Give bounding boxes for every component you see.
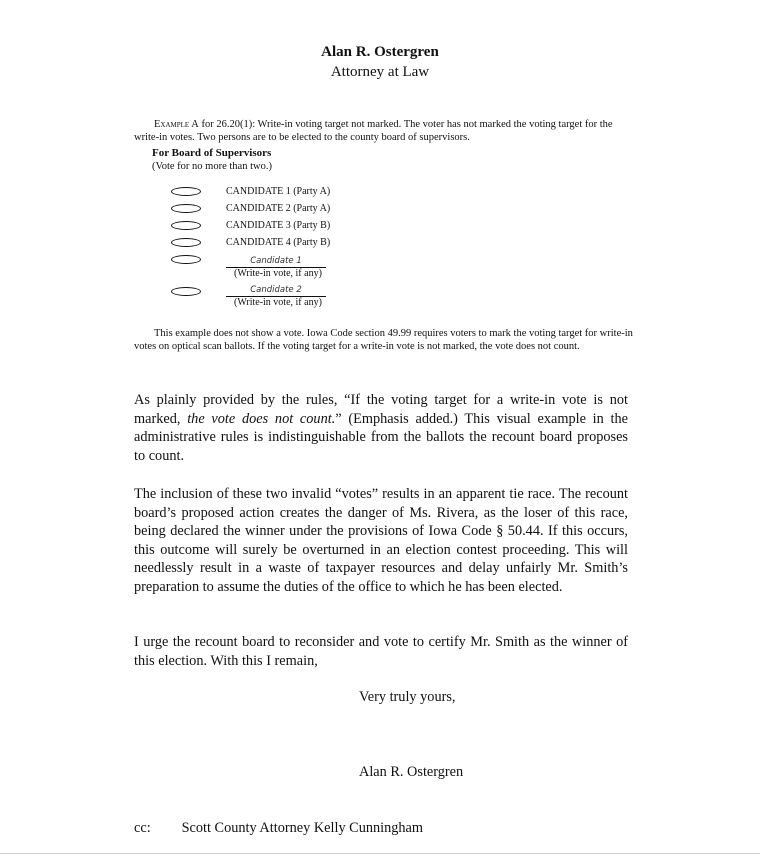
signature-name: Alan R. Ostergren [359, 764, 464, 780]
write-in-entry [226, 255, 336, 280]
paragraph-urge: I urge the recount board to reconsider and vote to certify Mr. Smith as the winner of this election. With this I remain, [134, 634, 628, 669]
closing: Very truly yours, [359, 689, 456, 705]
candidate-label: CANDIDATE 2 (Party A) [226, 203, 331, 214]
voting-target-oval [171, 221, 201, 230]
paragraph-text: ” (Emphasis added.) This visual example in the administrative rules is indistinguishable from the ballots the recount board proposes to count. [134, 410, 628, 464]
page-bottom-divider [0, 853, 760, 854]
example-intro-text: for 26.20(1): Write-in voting target not marked. The voter has not marked the voting target for the write-in votes. Two persons are to be elected to the county board of supervisors. [134, 119, 613, 143]
emphasized-text: the vote does not count. [187, 410, 336, 427]
letterhead-name: Alan R. Ostergren [321, 44, 439, 60]
voting-target-oval [171, 204, 201, 213]
write-in-entry [226, 284, 336, 309]
voting-target-oval [171, 187, 201, 196]
candidate-label: CANDIDATE 1 (Party A) [226, 186, 331, 197]
candidate-label: CANDIDATE 4 (Party B) [226, 237, 331, 248]
example-heading: For Board of Supervisors [152, 147, 272, 159]
letterhead [0, 42, 760, 82]
voting-target-oval [171, 287, 201, 296]
cc-recipient: Scott County Attorney Kelly Cunningham [181, 820, 424, 836]
paragraph-tie-race: The inclusion of these two invalid “votes” results in an apparent tie race. The recount board’s proposed action creates the danger of Ms. Rivera, as the loser of this race, being declared the winner under the provisions of Iowa Code § 50.44. If this occurs, this outcome will surely be overturned in an election contest proceeding. This will needlessly result in a waste of taxpayer resources and delay unfairly Mr. Smith’s preparation to assume the duties of the office to which he has been elected. [134, 486, 628, 595]
example-label: Example A [154, 119, 199, 130]
example-note: This example does not show a vote. Iowa Code section 49.99 requires voters to mark the voting target for write-in votes on optical scan ballots. If the voting target for a write-in vote is not marked, the vote does not count. [134, 328, 633, 352]
cc-line [134, 820, 423, 837]
write-in-handwritten-name: Candidate 1 [226, 255, 326, 268]
voting-target-oval [171, 238, 201, 247]
write-in-caption: (Write-in vote, if any) [234, 268, 322, 279]
letterhead-title: Attorney at Law [330, 64, 430, 80]
example-subheading: (Vote for no more than two.) [152, 161, 272, 172]
write-in-handwritten-name: Candidate 2 [226, 284, 326, 297]
voting-target-oval [171, 255, 201, 264]
paragraph-text: As plainly provided by the rules, “If the voting target for a write-in vote is not marked, [134, 392, 628, 427]
paragraph-rules-quote [134, 391, 628, 465]
cc-label: cc: [134, 820, 151, 836]
candidate-label: CANDIDATE 3 (Party B) [226, 220, 331, 231]
example-intro [134, 118, 634, 144]
write-in-caption: (Write-in vote, if any) [234, 297, 322, 308]
